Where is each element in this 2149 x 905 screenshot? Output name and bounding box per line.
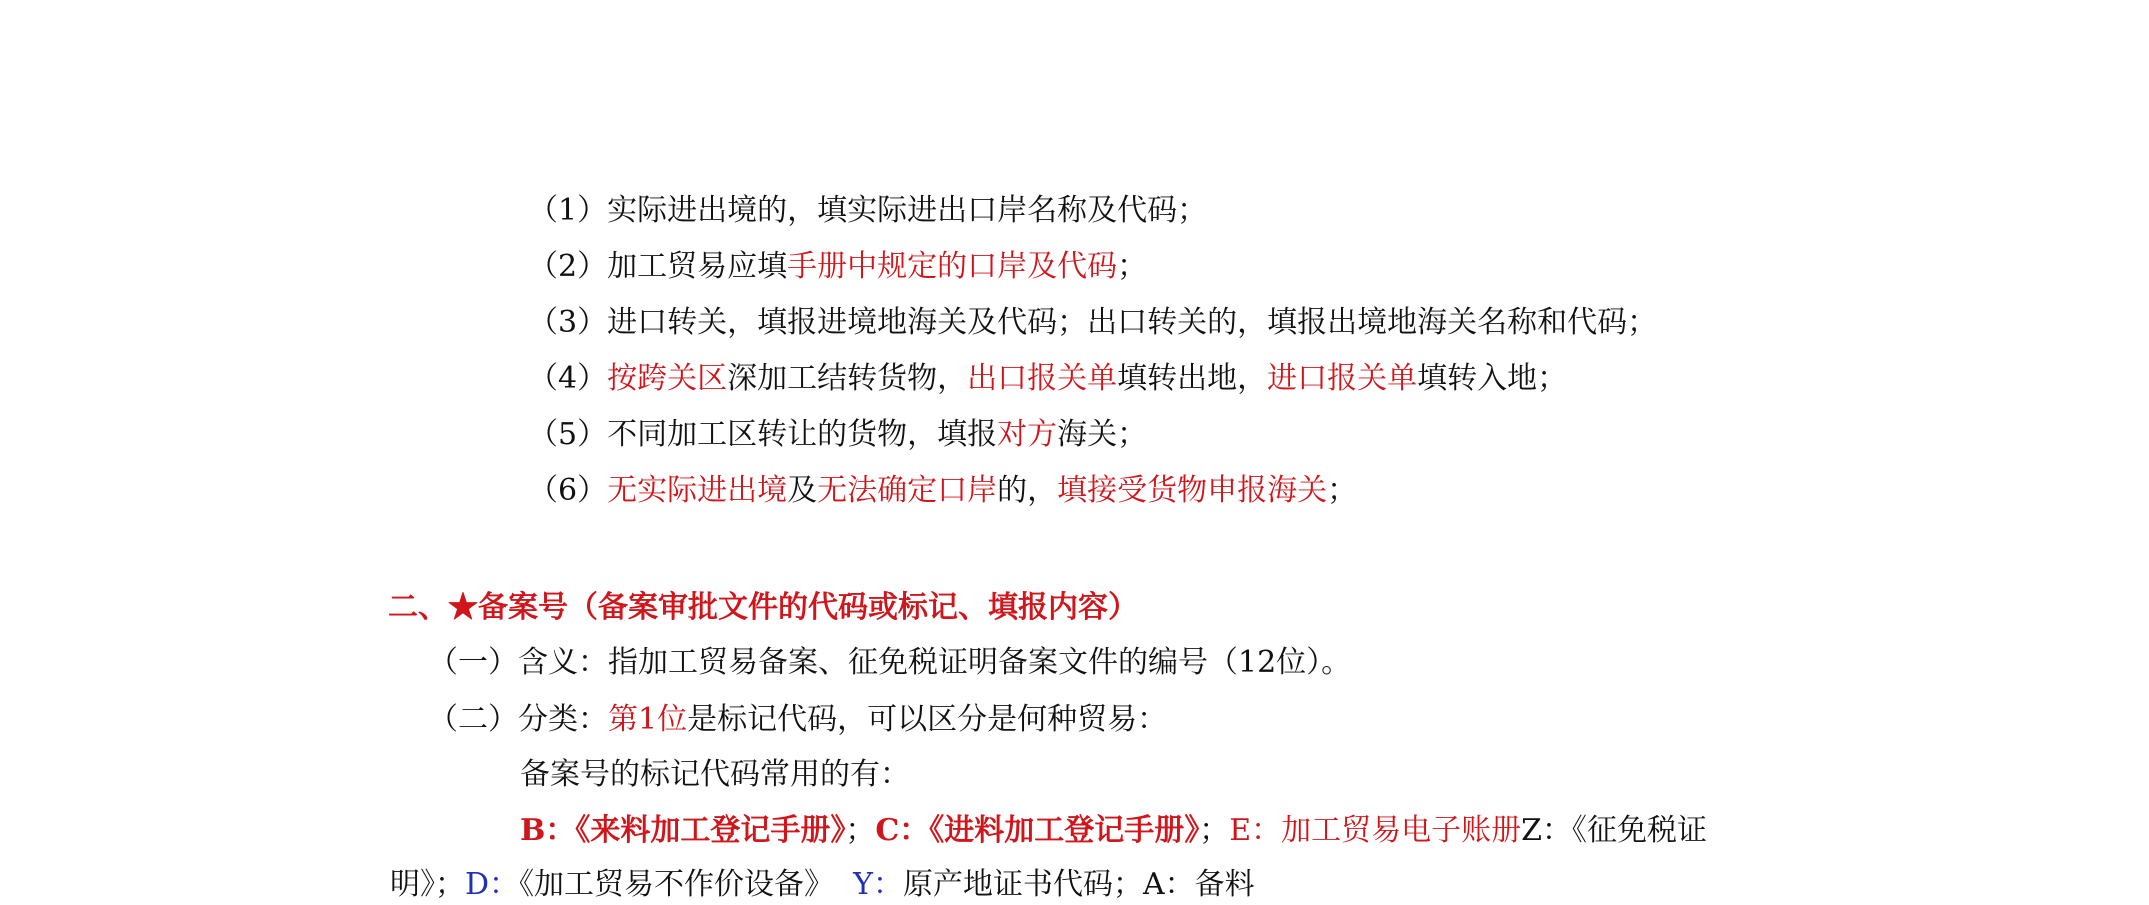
rule-text: 进口转关，填报进境地海关及代码；出口转关的，填报出境地海关名称和代码； <box>607 305 1658 340</box>
category-line <box>428 700 1167 740</box>
codes-line-2 <box>390 865 1255 905</box>
rule-text: 的， <box>997 473 1058 508</box>
meaning-line <box>428 643 1351 683</box>
rule-highlight: 无法确定口岸 <box>817 473 998 508</box>
rule-text: 实际进出境的，填实际进出口岸名称及代码； <box>607 193 1208 228</box>
rule-highlight: 无实际进出境 <box>607 473 788 508</box>
section-heading: 二、★备案号（备案审批文件的代码或标记、填报内容） <box>388 590 1138 625</box>
rule-text: 加工贸易应填 <box>607 249 788 284</box>
code-d-text: 《加工贸易不作价设备》 <box>519 867 835 902</box>
rule-number: （4） <box>528 361 608 396</box>
rule-text: 填转入地； <box>1417 361 1568 396</box>
rule-text: 海关； <box>1057 417 1148 452</box>
port-rule-1 <box>528 191 1207 231</box>
rule-text: 不同加工区转让的货物，填报 <box>607 417 998 452</box>
rule-number: （6） <box>528 473 608 508</box>
code-e: E：加工贸易电子账册 <box>1229 813 1522 848</box>
separator: ； <box>845 813 876 848</box>
rule-text: ； <box>1327 473 1358 508</box>
meaning-text: 指加工贸易备案、征免税证明备案文件的编号（12位）。 <box>608 645 1352 680</box>
code-c: C：《进料加工登记手册》 <box>875 813 1200 848</box>
codes-line-1 <box>520 811 1707 851</box>
port-rule-5 <box>528 415 1147 455</box>
rule-highlight: 对方 <box>997 417 1058 452</box>
category-highlight: 第1位 <box>608 702 688 737</box>
rule-text: ； <box>1117 249 1148 284</box>
rule-highlight: 填接受货物申报海关 <box>1057 473 1328 508</box>
rule-number: （1） <box>528 193 608 228</box>
code-z: Z：《征免税证 <box>1521 813 1708 848</box>
rule-text: 填转出地， <box>1117 361 1268 396</box>
common-codes-intro: 备案号的标记代码常用的有： <box>520 757 910 792</box>
rule-text: 深加工结转货物， <box>727 361 968 396</box>
port-rule-6 <box>528 471 1357 511</box>
category-label: （二）分类： <box>428 702 608 737</box>
code-b: B：《来料加工登记手册》 <box>520 813 846 848</box>
port-rule-3 <box>528 303 1657 343</box>
rule-number: （2） <box>528 249 608 284</box>
port-rule-4 <box>528 359 1567 399</box>
rule-number: （3） <box>528 305 608 340</box>
rule-highlight: 进口报关单 <box>1267 361 1418 396</box>
code-y-text: 原产地证书代码；A：备料 <box>902 867 1255 902</box>
category-text: 是标记代码，可以区分是何种贸易： <box>687 702 1168 737</box>
rule-number: （5） <box>528 417 608 452</box>
rule-text: 及 <box>787 473 818 508</box>
code-z-continued: 明》； <box>390 867 465 902</box>
code-d-label: D： <box>465 867 520 902</box>
rule-highlight: 出口报关单 <box>967 361 1118 396</box>
code-y-label: Y： <box>853 867 903 902</box>
rule-highlight: 按跨关区 <box>607 361 728 396</box>
rule-highlight: 手册中规定的口岸及代码 <box>787 249 1118 284</box>
port-rule-2 <box>528 247 1147 287</box>
separator: ； <box>1199 813 1230 848</box>
meaning-label: （一）含义： <box>428 645 608 680</box>
